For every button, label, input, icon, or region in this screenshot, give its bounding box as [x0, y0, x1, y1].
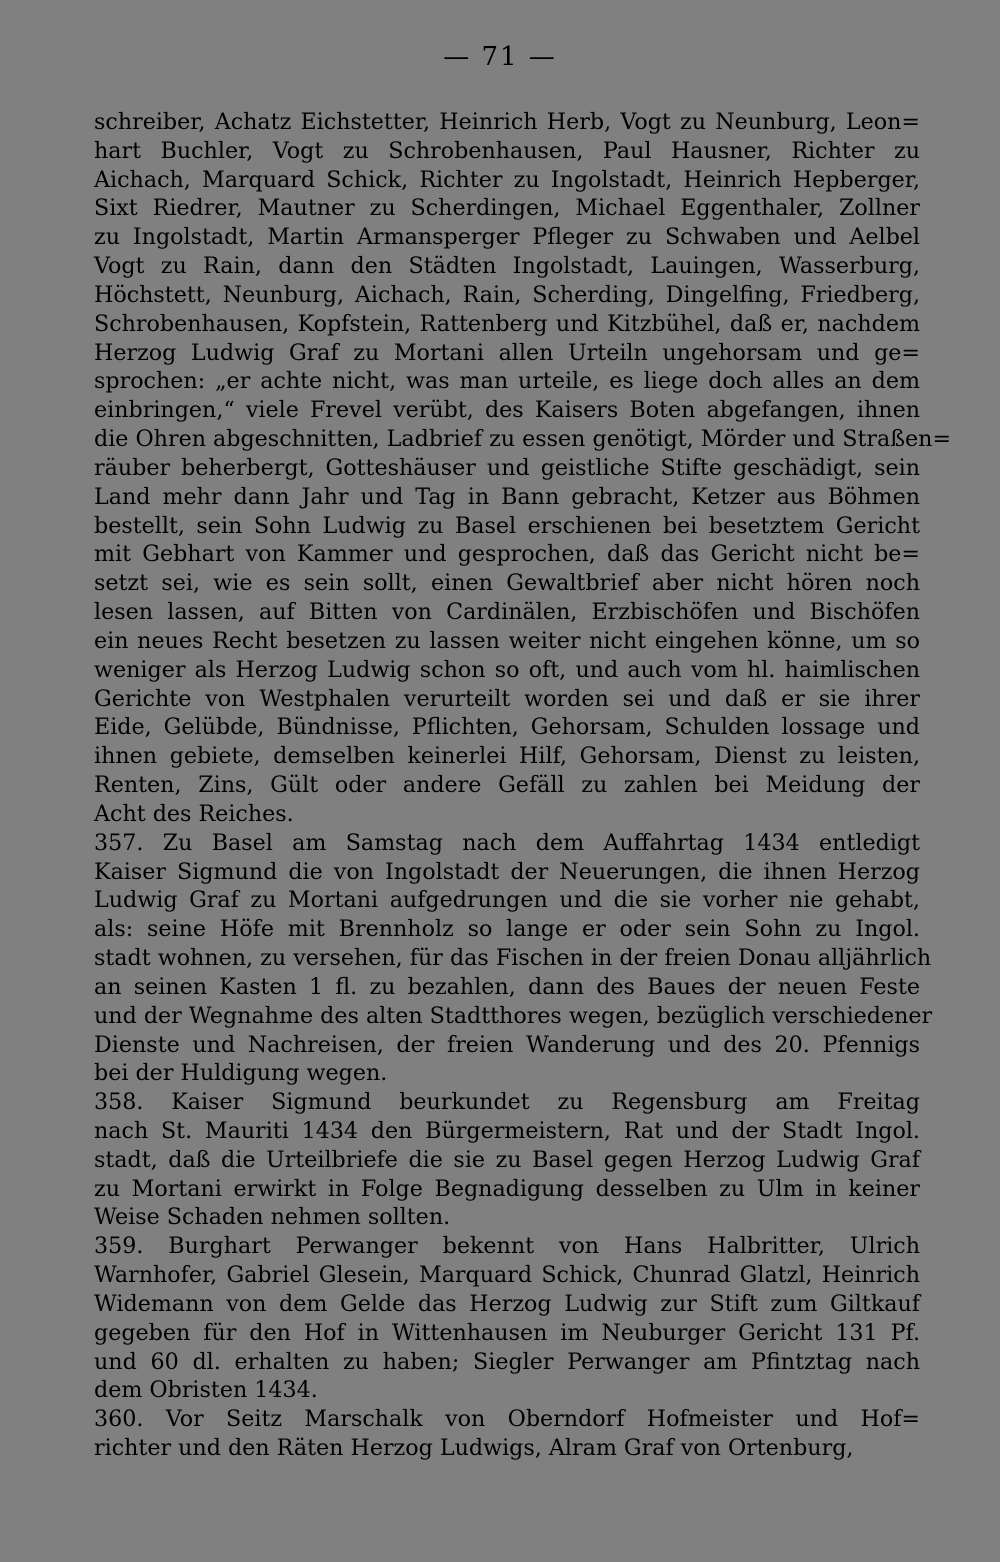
- text-line: Eide, Gelübde, Bündnisse, Pflichten, Gehorsam, Schulden lossage und: [94, 714, 920, 741]
- text-line: bei der Huldigung wegen.: [94, 1060, 388, 1087]
- text-line: als: seine Höfe mit Brennholz so lange er oder sein Sohn zu Ingol.: [94, 916, 920, 943]
- text-line: 358. Kaiser Sigmund beurkundet zu Regensburg am Freitag: [94, 1089, 920, 1116]
- text-line: zu Mortani erwirkt in Folge Begnadigung desselben zu Ulm in keiner: [94, 1175, 920, 1202]
- text-line: Dienste und Nachreisen, der freien Wanderung und des 20. Pfennigs: [94, 1031, 920, 1058]
- text-line: Warnhofer, Gabriel Glesein, Marquard Schick, Chunrad Glatzl, Heinrich: [94, 1262, 920, 1289]
- text-line: Renten, Zins, Gült oder andere Gefäll zu zahlen bei Meidung der: [94, 772, 920, 799]
- text-line: Widemann von dem Gelde das Herzog Ludwig zur Stift zum Giltkauf: [94, 1290, 920, 1317]
- text-line: lesen lassen, auf Bitten von Cardinälen, Erzbischöfen und Bischöfen: [94, 599, 920, 626]
- text-line: an seinen Kasten 1 fl. zu bezahlen, dann des Baues der neuen Feste: [94, 973, 920, 1000]
- text-line: Sixt Riedrer, Mautner zu Scherdingen, Michael Eggenthaler, Zollner: [94, 195, 920, 222]
- text-line: Höchstett, Neunburg, Aichach, Rain, Scherding, Dingelfing, Friedberg,: [94, 281, 920, 308]
- text-line: Schrobenhausen, Kopfstein, Rattenberg und Kitzbühel, daß er, nachdem: [94, 310, 920, 337]
- text-line: Land mehr dann Jahr und Tag in Bann gebracht, Ketzer aus Böhmen: [94, 483, 920, 510]
- text-line: bestellt, sein Sohn Ludwig zu Basel erschienen bei besetztem Gericht: [94, 512, 920, 539]
- text-line: räuber beherbergt, Gotteshäuser und geistliche Stifte geschädigt, sein: [94, 454, 920, 481]
- text-line: hart Buchler, Vogt zu Schrobenhausen, Paul Hausner, Richter zu: [94, 137, 920, 164]
- text-line: schreiber, Achatz Eichstetter, Heinrich Herb, Vogt zu Neunburg, Leon=: [94, 109, 920, 135]
- text-line: Ludwig Graf zu Mortani aufgedrungen und die sie vorher nie gehabt,: [94, 887, 920, 914]
- text-line: Herzog Ludwig Graf zu Mortani allen Urteiln ungehorsam und ge=: [94, 339, 920, 366]
- text-line: 357. Zu Basel am Samstag nach dem Auffahrtag 1434 entledigt: [94, 829, 920, 856]
- text-line: zu Ingolstadt, Martin Armansperger Pfleger zu Schwaben und Aelbel: [94, 224, 920, 251]
- text-line: Kaiser Sigmund die von Ingolstadt der Neuerungen, die ihnen Herzog: [94, 858, 920, 885]
- text-line: und der Wegnahme des alten Stadtthores wegen, bezüglich verschiedener: [94, 1002, 933, 1029]
- text-line: richter und den Räten Herzog Ludwigs, Alram Graf von Ortenburg,: [94, 1435, 854, 1462]
- text-line: stadt, daß die Urteilbriefe die sie zu Basel gegen Herzog Ludwig Graf: [94, 1146, 920, 1173]
- text-line: stadt wohnen, zu versehen, für das Fischen in der freien Donau alljährlich: [94, 945, 932, 972]
- text-line: Gerichte von Westphalen verurteilt worden sei und daß er sie ihrer: [94, 685, 920, 712]
- text-line: dem Obristen 1434.: [94, 1377, 318, 1404]
- text-line: Vogt zu Rain, dann den Städten Ingolstadt, Lauingen, Wasserburg,: [94, 253, 920, 280]
- page-number: — 71 —: [443, 42, 557, 72]
- text-line: ihnen gebiete, demselben keinerlei Hilf, Gehorsam, Dienst zu leisten,: [94, 743, 920, 770]
- text-line: gegeben für den Hof in Wittenhausen im Neuburger Gericht 131 Pf.: [94, 1319, 920, 1346]
- text-line: und 60 dl. erhalten zu haben; Siegler Perwanger am Pfintztag nach: [94, 1348, 920, 1375]
- body-text: [94, 108, 952, 1463]
- text-line: einbringen,“ viele Frevel verübt, des Kaisers Boten abgefangen, ihnen: [94, 397, 920, 424]
- text-line: Acht des Reiches.: [94, 800, 294, 827]
- text-line: weniger als Herzog Ludwig schon so oft, und auch vom hl. haimlischen: [94, 656, 920, 683]
- text-line: ein neues Recht besetzen zu lassen weiter nicht eingehen könne, um so: [94, 627, 920, 654]
- text-line: nach St. Mauriti 1434 den Bürgermeistern, Rat und der Stadt Ingol.: [94, 1117, 920, 1144]
- text-line: 359. Burghart Perwanger bekennt von Hans Halbritter, Ulrich: [94, 1233, 920, 1260]
- text-line: mit Gebhart von Kammer und gesprochen, daß das Gericht nicht be=: [94, 541, 920, 568]
- text-line: Aichach, Marquard Schick, Richter zu Ingolstadt, Heinrich Hepberger,: [94, 166, 920, 193]
- text-line: setzt sei, wie es sein sollt, einen Gewaltbrief aber nicht hören noch: [94, 570, 920, 597]
- text-line: 360. Vor Seitz Marschalk von Oberndorf Hofmeister und Hof=: [94, 1406, 920, 1433]
- text-line: Weise Schaden nehmen sollten.: [94, 1204, 451, 1231]
- text-line: sprochen: „er achte nicht, was man urteile, es liege doch alles an dem: [94, 368, 920, 395]
- text-line: die Ohren abgeschnitten, Ladbrief zu essen genötigt, Mörder und Straßen=: [94, 426, 952, 453]
